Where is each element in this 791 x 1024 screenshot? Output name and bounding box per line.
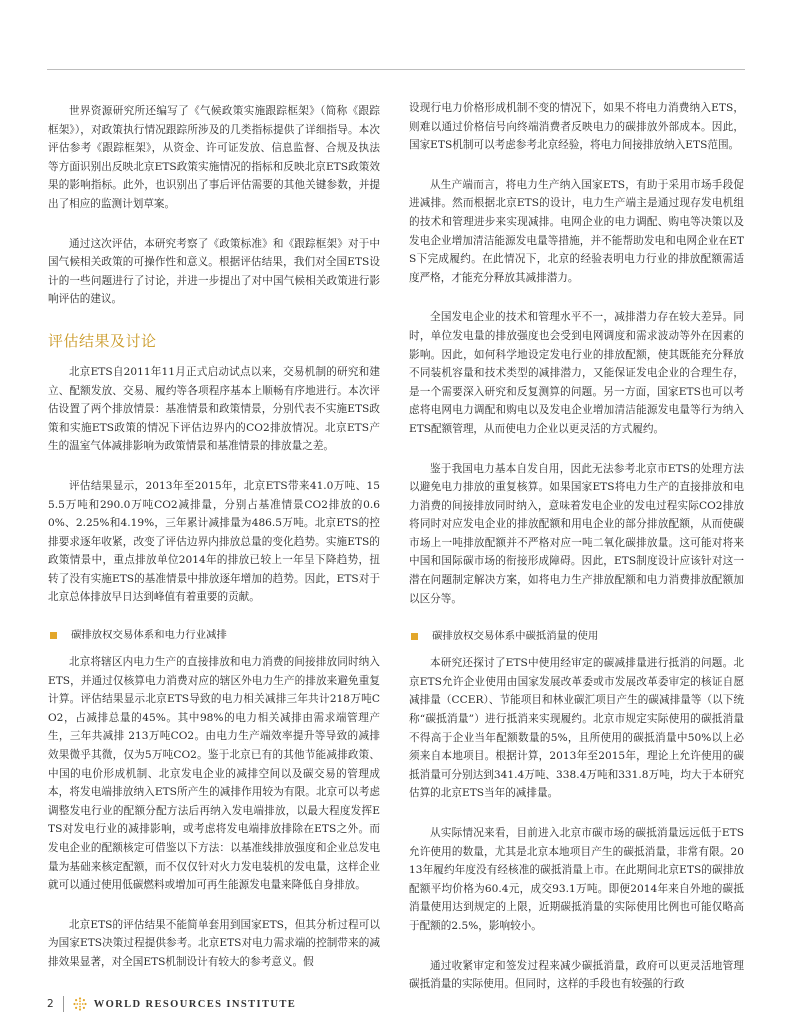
subsection-label: 碳排放权交易体系中碳抵消量的使用 — [432, 630, 599, 643]
subsection-label: 碳排放权交易体系和电力行业减排 — [71, 629, 227, 642]
paragraph: 通过这次评估，本研究考察了《政策标准》和《跟踪框架》对于中国气候相关政策的可操作性和意义。根据评估结果，我们对全国ETS设计的一些问题进行了讨论，并进一步提出了对中国气候相关政策进行影响评估的建议。 — [48, 237, 380, 306]
paragraph: 北京ETS的评估结果不能简单套用到国家ETS，但其分析过程可以为国家ETS决策过程提供参考。北京ETS对电力需求端的控制带来的减排效果显著，对全国ETS机制设计有较大的参考意义。假 — [48, 918, 380, 968]
section-heading: 评估结果及讨论 — [48, 331, 157, 350]
page-footer — [47, 994, 296, 1014]
paragraph: 北京ETS自2011年11月正式启动试点以来，交易机制的研究和建立、配额发放、交易、履约等各项程序基本上顺畅有序地进行。本次评估设置了两个排放情景：基准情景和政策情景，分别代表不实施ETS政策和实施ETS政策的情况下评估边界内的CO2排放情况。北京ETS产生的温室气体减排影响为政策情景和基准情景的排放量之差。 — [48, 365, 380, 453]
paragraph: 通过收紧审定和签发过程来减少碳抵消量，政府可以更灵活地管理碳抵消量的实际使用。但同时，这样的手段也有较强的行政 — [409, 959, 744, 991]
subsection-heading — [50, 628, 380, 642]
paragraph: 评估结果显示，2013年至2015年，北京ETS带来41.0万吨、155.5万吨和290.0万吨CO2减排量，分别占基准情景CO2排放的0.60%、2.25%和4.19%，三年累计减排量为486.5万吨。北京ETS的控排要求逐年收紧，改变了评估边界内排放总量的变化趋势。实施ETS的政策情景中，重点排放单位2014年的排放已较上一年呈下降趋势，扭转了没有实施ETS的基准情景中排放逐年增加的趋势。因此，ETS对于北京总体排放早日达到峰值有着重要的贡献。 — [48, 479, 380, 604]
wri-logo-icon — [73, 997, 87, 1011]
subsection-heading — [411, 629, 744, 643]
paragraph: 全国发电企业的技术和管理水平不一，减排潜力存在较大差异。同时，单位发电量的排放强度也会受到电网调度和需求波动等外在因素的影响。因此，如何科学地设定发电行业的排放配额，使其既能充分释放不同装机容量和技术类型的减排潜力，又能保证发电企业的合理生存，是一个需要深入研究和反复测算的问题。另一方面，国家ETS也可以考虑将电网电力调配和购电以及发电企业增加清洁能源发电量等行为纳入ETS配额管理，从而使电力企业以更灵活的方式履约。 — [409, 311, 744, 435]
left-column — [48, 102, 380, 993]
paragraph: 从生产端而言，将电力生产纳入国家ETS，有助于采用市场手段促进减排。然而根据北京ETS的设计，电力生产端主是通过现存发电机组的技术和管理进步来实现减排。电网企业的电力调配、购电等决策以及发电企业增加清洁能源发电量等措施，并不能帮助发电和电网企业在ETS下完成履约。在此情况下，北京的经验表明电力行业的排放配额需适度严格，才能充分释放其减排潜力。 — [409, 178, 744, 284]
paragraph: 北京将辖区内电力生产的直接排放和电力消费的间接排放同时纳入ETS，并通过仅核算电力消费对应的辖区外电力生产的排放来避免重复计算。评估结果显示北京ETS导致的电力相关减排三年共计218万吨CO2，占减排总量的45%。其中98%的电力相关减排由需求端管理产生，三年共减排 213万吨CO2。由电力生产端效率提升等导致的减排效果微乎其微，仅为5万吨CO2。鉴于北京已有的其他节能减排政策、中国的电价形成机制、北京发电企业的减排空间以及碳交易的管理成本，将发电端排放纳入ETS所产生的减排作用较为有限。北京可以考虑调整发电行业的配额分配方法后再纳入发电端排放，以最大程度发挥ETS对发电行业的减排影响，或考虑将发电端排放排除在ETS之外。而发电企业的配额核定可借鉴以下方法：以基准线排放强度和企业总发电量为基础来核定配额，而不仅仅针对火力发电装机的发电量，这样企业就可以通过使用低碳燃料或增加可再生能源发电量来降低自身排放。 — [48, 656, 380, 892]
paragraph: 本研究还探讨了ETS中使用经审定的碳减排量进行抵消的问题。北京ETS允许企业使用由国家发展改革委或市发展改革委审定的核证自愿减排量（CCER）、节能项目和林业碳汇项目产生的碳减排量等（以下统称“碳抵消量”）进行抵消来实现履约。北京市规定实际使用的碳抵消量不得高于企业当年配额数量的5%，且所使用的碳抵消量中50%以上必须来自本地项目。根据计算，2013年至2015年，理论上允许使用的碳抵消量可分别达到341.4万吨、338.4万吨和331.8万吨，均大于本研究估算的北京ETS当年的减排量。 — [409, 657, 744, 800]
square-bullet-icon — [50, 632, 57, 639]
organization-name: WORLD RESOURCES INSTITUTE — [93, 998, 297, 1010]
paragraph: 鉴于我国电力基本自发自用，因此无法参考北京市ETS的处理方法以避免电力排放的重复核算。如果国家ETS将电力生产的直接排放和电力消费的间接排放同时纳入，意味着发电企业的发电过程实际CO2排放将同时对应发电企业的排放配额和用电企业的部分排放配额，从而使碳市场上一吨排放配额并不严格对应一吨二氧化碳排放量。这可能对将来中国和国际碳市场的衔接形成障碍。因此，ETS制度设计应该针对这一潜在问题制定解决方案，如将电力生产排放配额和电力消费排放配额加以区分等。 — [409, 462, 744, 605]
square-bullet-icon — [411, 633, 418, 640]
footer-divider — [63, 996, 64, 1012]
page-number: 2 — [47, 998, 54, 1010]
right-column — [409, 99, 744, 1015]
paragraph: 世界资源研究所还编写了《气候政策实施跟踪框架》（简称《跟踪框架》），对政策执行情况跟踪所涉及的几类指标提供了详细指导。本次评估参考《跟踪框架》，从资金、许可证发放、信息监督、合规及执法等方面识别出反映北京ETS政策实施情况的指标和反映北京ETS政策效果的影响指标。此外，也识别出了事后评估需要的其他关键参数，并提出了相应的监测计划草案。 — [48, 105, 380, 210]
paragraph: 设现行电力价格形成机制不变的情况下，如果不将电力消费纳入ETS，则难以通过价格信号向终端消费者反映电力的碳排放外部成本。因此，国家ETS机制可以考虑参考北京经验，将电力间接排放纳入ETS范围。 — [409, 102, 744, 152]
top-divider — [47, 69, 745, 70]
paragraph: 从实际情况来看，目前进入北京市碳市场的碳抵消量远远低于ETS允许使用的数量，尤其是北京本地项目产生的碳抵消量，非常有限。2013年履约年度没有经核准的碳抵消量上市。在此期间北京ETS的碳排放配额平均价格为60.4元，成交93.1万吨。即便2014年来自外地的碳抵消量使用达到规定的上限，近期碳抵消量的实际使用比例也可能仅略高于配额的2.5%，影响较小。 — [409, 827, 744, 932]
